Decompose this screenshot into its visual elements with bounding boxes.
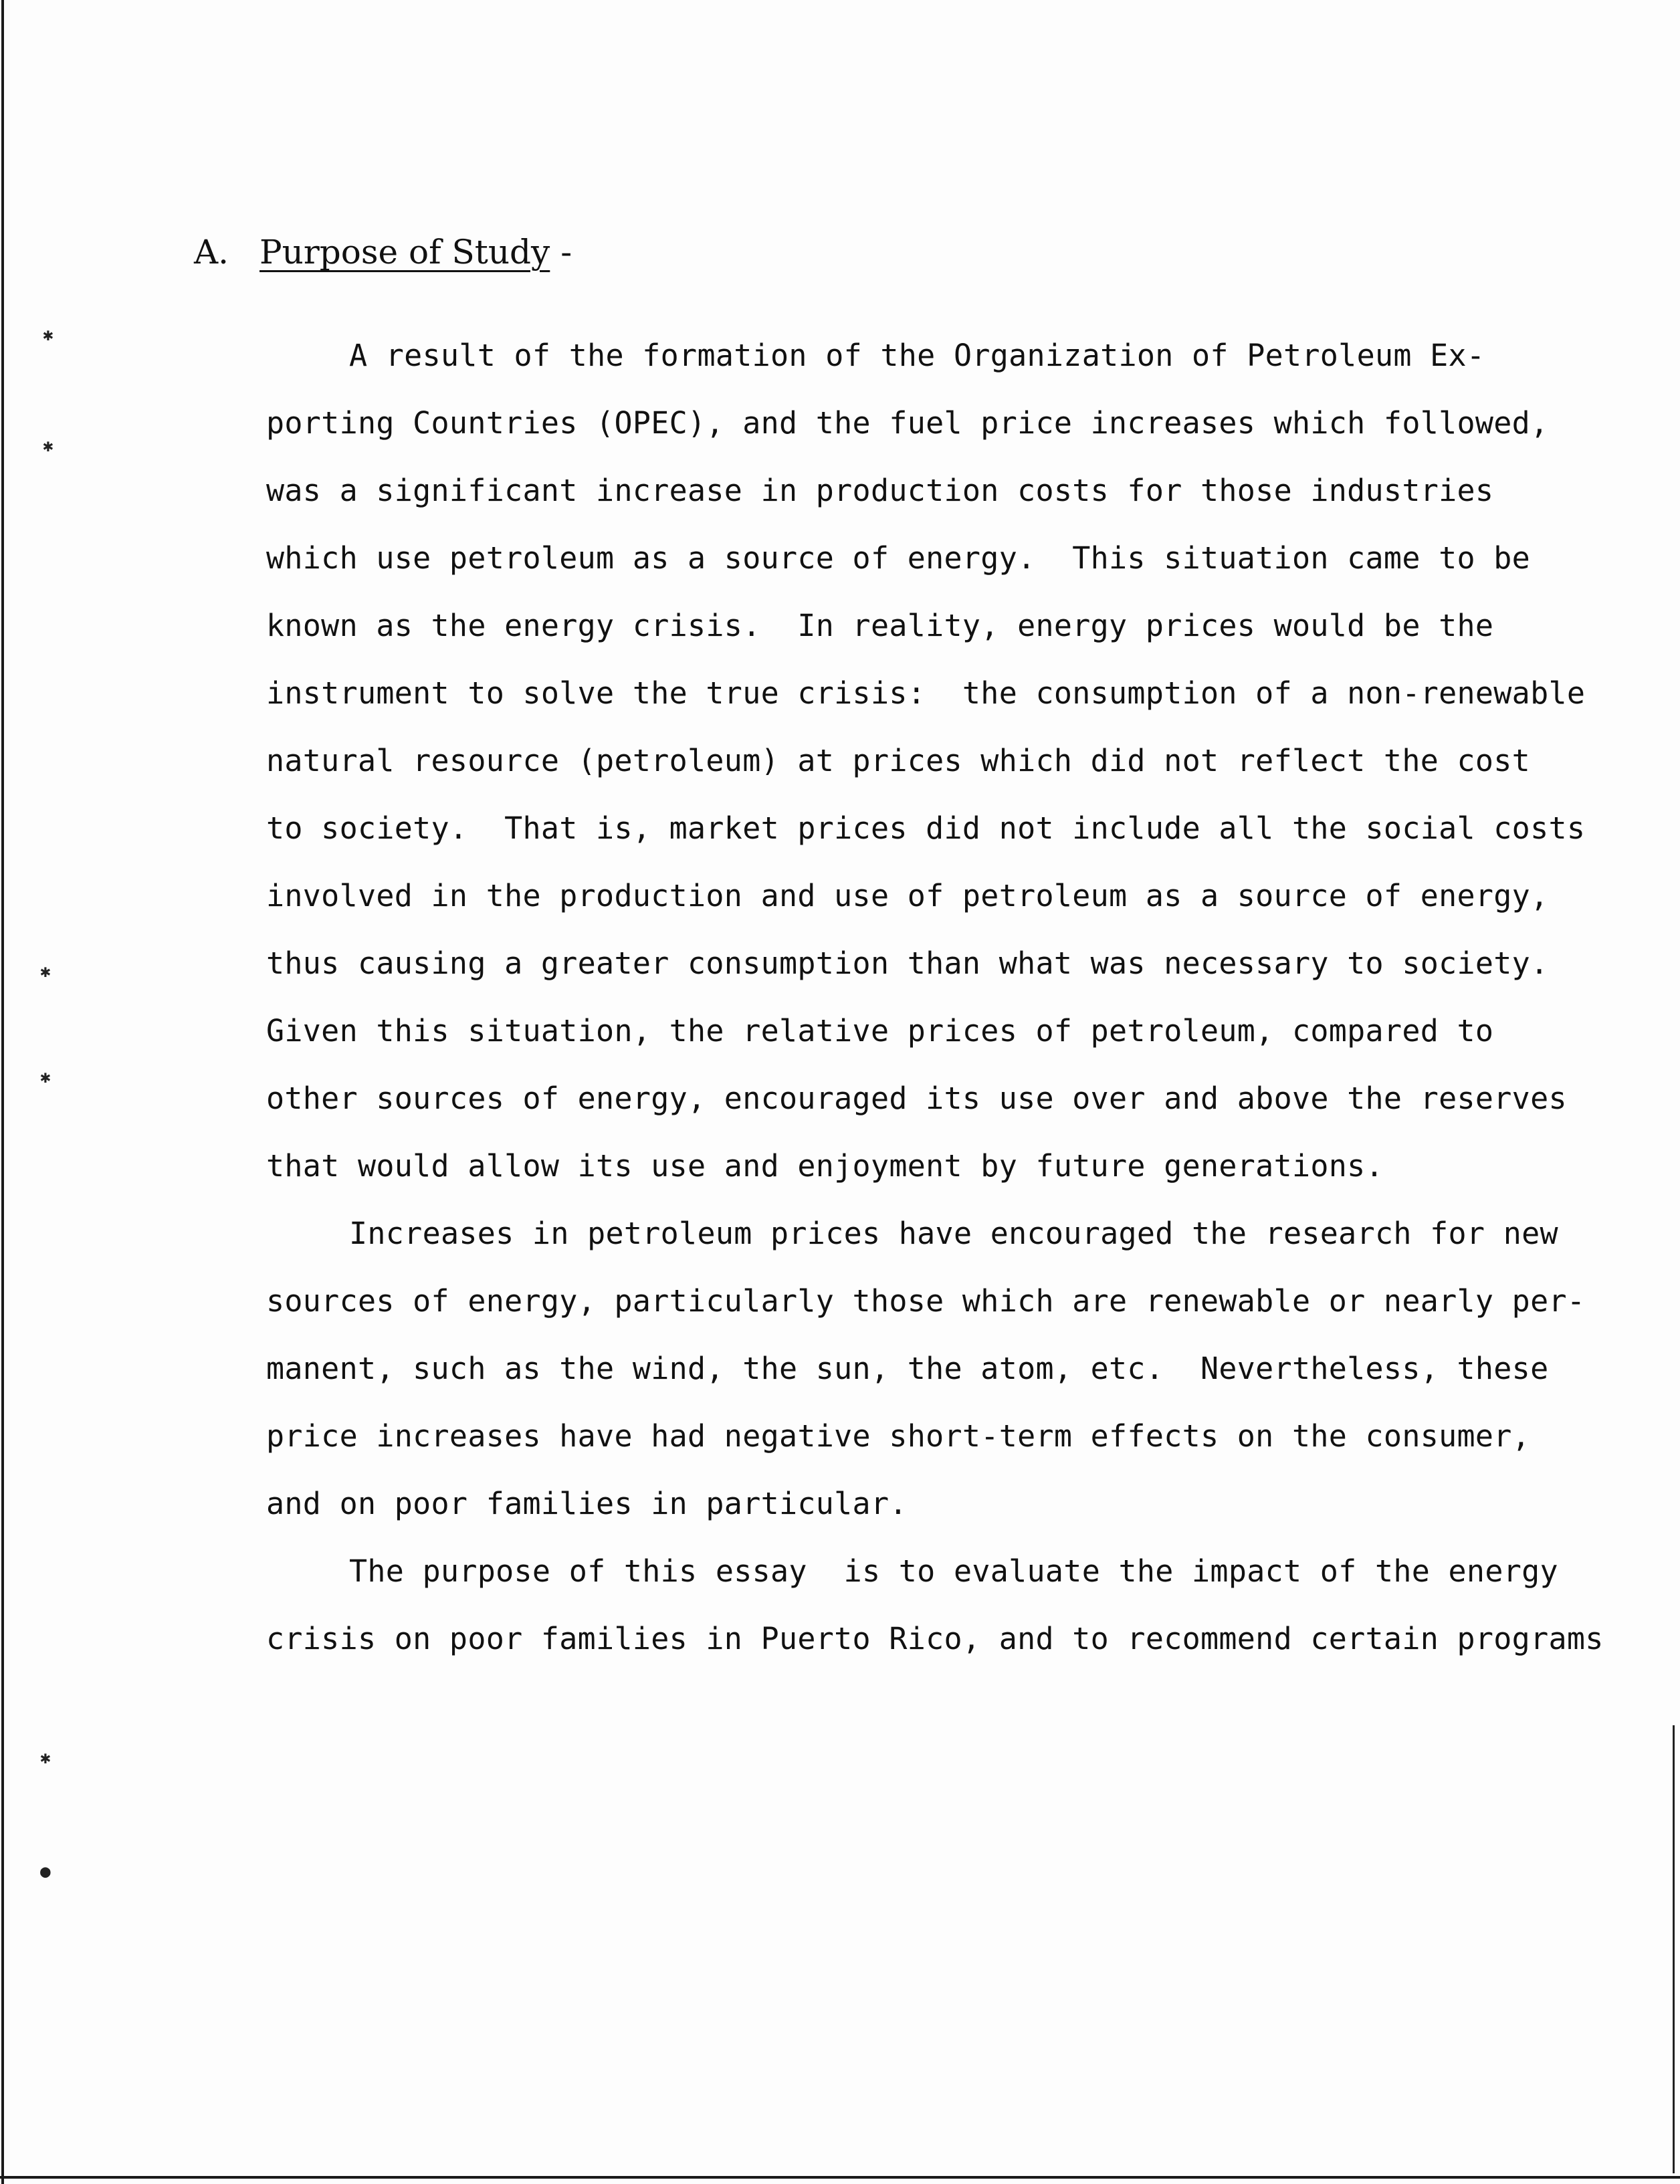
body-line: which use petroleum as a source of energy. This situation came to be: [266, 540, 1531, 576]
body-line: thus causing a greater consumption than what was necessary to society.: [266, 946, 1549, 981]
body-line: involved in the production and use of petroleum as a source of energy,: [266, 878, 1549, 913]
body-line: natural resource (petroleum) at prices which did not reflect the cost: [266, 743, 1531, 778]
scan-speck: ●: [40, 1862, 51, 1882]
body-line: sources of energy, particularly those which are renewable or nearly per-: [266, 1283, 1586, 1319]
body-line: manent, such as the wind, the sun, the atom, etc. Nevertheless, these: [266, 1351, 1549, 1386]
scan-speck: ✱: [43, 325, 54, 345]
body-line: A result of the formation of the Organization of Petroleum Ex-: [349, 338, 1485, 373]
section-heading: [194, 233, 572, 271]
body-line: crisis on poor families in Puerto Rico, and to recommend certain programs: [266, 1621, 1604, 1656]
scan-speck: ✱: [40, 1067, 51, 1087]
scan-speck: ✱: [40, 962, 51, 982]
scan-speck: ✱: [43, 436, 54, 456]
body-line: and on poor families in particular.: [266, 1486, 908, 1521]
body-line: known as the energy crisis. In reality, energy prices would be the: [266, 608, 1494, 643]
section-marker: A.: [194, 233, 229, 271]
page-bottom-edge: [0, 2176, 1680, 2179]
body-line: porting Countries (OPEC), and the fuel price increases which followed,: [266, 405, 1549, 441]
body-line: price increases have had negative short-term effects on the consumer,: [266, 1418, 1531, 1454]
body-line: that would allow its use and enjoyment by future generations.: [266, 1148, 1384, 1184]
section-suffix: -: [550, 233, 572, 271]
page-left-edge: [1, 0, 4, 2184]
body-line: instrument to solve the true crisis: the consumption of a non-renewable: [266, 675, 1586, 711]
body-line: to society. That is, market prices did not include all the social costs: [266, 810, 1586, 846]
body-line: Increases in petroleum prices have encouraged the research for new: [349, 1216, 1558, 1251]
page-right-edge: [1673, 1725, 1675, 2173]
body-line: The purpose of this essay is to evaluate the impact of the energy: [349, 1553, 1558, 1589]
section-title: Purpose of Study: [259, 233, 550, 271]
scan-speck: ✱: [40, 1748, 51, 1768]
body-line: other sources of energy, encouraged its use over and above the reserves: [266, 1081, 1567, 1116]
body-line: was a significant increase in production costs for those industries: [266, 473, 1494, 508]
body-line: Given this situation, the relative prices of petroleum, compared to: [266, 1013, 1494, 1049]
